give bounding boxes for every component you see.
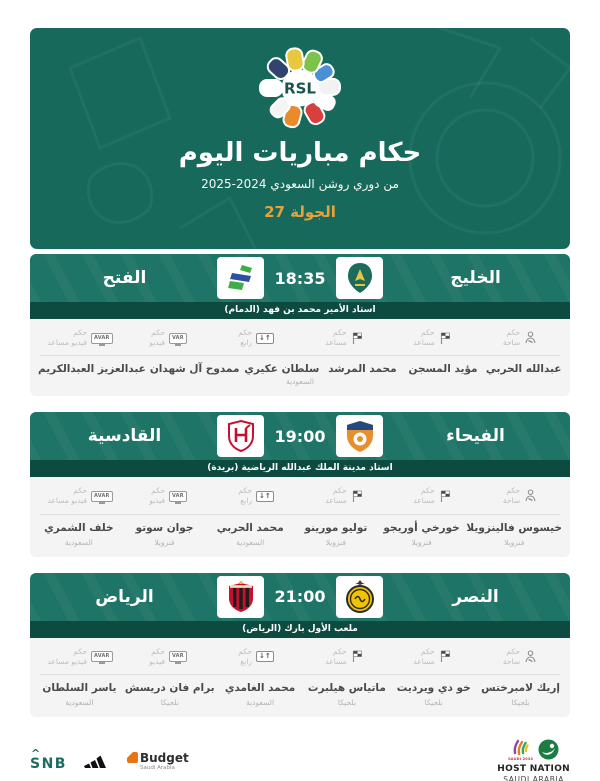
host-nation-text: HOST NATION — [497, 763, 570, 774]
role-assistant-referee-1: حكم مساعد — [388, 486, 476, 506]
away-team-name: الفتح — [102, 268, 147, 288]
footer-sponsors-bar — [30, 739, 570, 781]
sponsor-logos-group — [30, 751, 189, 772]
divider — [40, 355, 560, 356]
referee-person-icon — [524, 650, 537, 664]
nationality-label — [150, 379, 240, 388]
away-team-name: الرياض — [95, 586, 154, 607]
stadium-name: ملعب الأول بارك (الرياض) — [30, 621, 570, 638]
official-var: جوان سوتو فنزويلا — [122, 522, 208, 547]
match-card — [30, 254, 570, 396]
checkered-flag-icon — [351, 650, 363, 663]
budget-square-icon — [127, 752, 138, 763]
official-assistant-1: خو دي ويرديت بلجيكا — [390, 682, 477, 707]
nationality-label: فنزويلا — [325, 537, 346, 547]
officials-names-row — [36, 682, 564, 707]
avar-monitor-icon: AVAR — [91, 491, 113, 502]
referee-person-icon — [524, 489, 537, 503]
kickoff-time: 21:00 — [274, 587, 326, 606]
nationality-label: السعودية — [246, 697, 275, 707]
match-header-band — [30, 573, 570, 621]
official-assistant-2: محمد المرشد — [322, 363, 403, 388]
role-fourth-official: ↑↓ حكم رابع — [212, 486, 300, 506]
nationality-label: بلجيكا — [160, 697, 179, 707]
official-fourth: محمد الحربي السعودية — [207, 522, 293, 547]
role-assistant-referee-2: حكم مساعد — [300, 486, 388, 506]
nationality-label — [485, 379, 562, 388]
official-assistant-1: خورخي أوريجو فنزويلا — [379, 522, 465, 547]
adidas-logo — [84, 753, 110, 769]
kickoff-time: 18:35 — [274, 268, 326, 288]
rsl-logo-text: RSL — [284, 79, 316, 98]
avar-monitor-icon: AVAR — [91, 651, 113, 662]
role-var: VAR حكم فيديو — [124, 328, 212, 348]
nationality-label — [324, 379, 401, 388]
officials-roles-row — [36, 647, 564, 667]
budget-wordmark: Budget — [139, 750, 189, 765]
checkered-flag-icon — [351, 332, 363, 345]
role-assistant-referee-1: حكم مساعد — [388, 647, 476, 667]
checkered-flag-icon — [439, 650, 451, 663]
role-assistant-referee-2: حكم مساعد — [300, 328, 388, 348]
official-fourth: سلطان عكيري — [241, 363, 322, 388]
official-avar: عبدالعزيز العبدالكريم — [36, 363, 148, 388]
nationality-label: السعودية — [236, 537, 265, 547]
official-main-referee: إريك لامبرختس بلجيكا — [481, 681, 560, 707]
role-var: VAR حكم فيديو — [124, 486, 212, 506]
home-team-logo — [336, 576, 383, 618]
budget-logo — [127, 752, 189, 772]
official-fourth: محمد الغامدي السعودية — [217, 682, 304, 707]
role-avar: AVAR حكم فيديو مساعد — [36, 328, 124, 348]
match-card — [30, 412, 570, 556]
role-main-referee: حكم ساحة — [476, 486, 564, 506]
checkered-flag-icon — [439, 490, 451, 503]
away-team-name: القادسية — [87, 426, 162, 447]
official-var: ممدوح آل شهدان — [148, 363, 242, 388]
league-subtitle: من دوري روشن السعودي 2024-2025 — [201, 177, 399, 191]
official-avar: ياسر السلطان السعودية — [36, 682, 123, 707]
officials-roles-row — [36, 486, 564, 506]
role-assistant-referee-2: حكم مساعد — [300, 647, 388, 667]
role-avar: AVAR حكم فيديو مساعد — [36, 486, 124, 506]
officials-roles-row — [36, 328, 564, 348]
nationality-label: فنزويلا — [504, 537, 525, 547]
role-assistant-referee-1: حكم مساعد — [388, 328, 476, 348]
nationality-label: السعودية — [65, 697, 94, 707]
saudi-arabia-fa-logo — [538, 739, 559, 760]
role-main-referee: حكم ساحة — [476, 647, 564, 667]
stadium-name: استاد الأمير محمد بن فهد (الدمام) — [30, 302, 570, 319]
substitution-board-icon: ↑↓ — [256, 651, 274, 662]
divider — [40, 514, 560, 515]
header-banner — [30, 28, 570, 249]
match-cards-list — [0, 254, 600, 717]
host-nation-block — [497, 739, 570, 781]
away-team-logo — [217, 415, 264, 457]
referee-person-icon — [524, 331, 537, 345]
round-label: الجولة 27 — [264, 203, 336, 221]
officials-panel — [30, 638, 570, 717]
nationality-label: بلجيكا — [424, 697, 443, 707]
nationality-label — [38, 379, 146, 388]
official-assistant-2: توليو مورينو فنزويلا — [293, 522, 379, 547]
officials-panel — [30, 319, 570, 396]
official-main-referee: خيسوس فالينزويلا فنزويلا — [466, 521, 562, 547]
official-var: برام فان دريسش بلجيكا — [124, 681, 215, 707]
role-var: VAR حكم فيديو — [124, 647, 212, 667]
host-country-text: SAUDI ARABIA — [503, 774, 565, 781]
official-main-referee: عبدالله الحربي — [483, 363, 564, 388]
role-main-referee: حكم ساحة — [476, 328, 564, 348]
away-team-logo — [217, 576, 264, 618]
officials-names-row — [36, 522, 564, 547]
avar-monitor-icon: AVAR — [91, 333, 113, 344]
nationality-label: بلجيكا — [337, 697, 356, 707]
nationality-label — [405, 379, 482, 388]
divider — [40, 674, 560, 675]
rsl-league-logo — [250, 42, 350, 134]
role-avar: AVAR حكم فيديو مساعد — [36, 647, 124, 667]
home-team-name: الخليج — [450, 268, 501, 288]
nationality-label: فنزويلا — [154, 537, 175, 547]
saudi-2034-wordmark: SAUDI 2034 — [508, 756, 534, 761]
substitution-board-icon: ↑↓ — [256, 333, 274, 344]
snb-logo: ^ SNB — [30, 751, 67, 772]
checkered-flag-icon — [351, 490, 363, 503]
var-monitor-icon: VAR — [169, 651, 187, 662]
official-assistant-2: ماتياس هيلبرت بلجيكا — [303, 682, 390, 707]
home-team-logo — [336, 257, 383, 299]
match-card — [30, 573, 570, 717]
checkered-flag-icon — [439, 332, 451, 345]
substitution-board-icon: ↑↓ — [256, 491, 274, 502]
budget-subtext: Saudi Arabia — [139, 764, 175, 771]
kickoff-time: 19:00 — [274, 426, 326, 446]
var-monitor-icon: VAR — [169, 491, 187, 502]
official-avar: خلف الشمري السعودية — [36, 522, 122, 547]
home-team-name: الفيحاء — [446, 426, 505, 447]
role-fourth-official: ↑↓ حكم رابع — [212, 328, 300, 348]
nationality-label: فنزويلا — [411, 537, 432, 547]
nationality-label: بلجيكا — [511, 697, 530, 707]
role-fourth-official: ↑↓ حكم رابع — [212, 647, 300, 667]
away-team-logo — [217, 257, 264, 299]
stadium-name: استاد مدينة الملك عبدالله الرياضية (بريدة) — [30, 460, 570, 477]
official-assistant-1: مؤيد المسجن — [403, 363, 484, 388]
officials-panel — [30, 477, 570, 556]
shared-nationality-label: السعودية — [285, 377, 314, 387]
match-header-band — [30, 412, 570, 460]
page-title: حكام مباريات اليوم — [178, 138, 422, 168]
home-team-logo — [336, 415, 383, 457]
nationality-label: السعودية — [64, 537, 93, 547]
home-team-name: النصر — [452, 586, 499, 607]
var-monitor-icon: VAR — [169, 333, 187, 344]
match-header-band — [30, 254, 570, 302]
saudi-2034-bid-logo — [508, 739, 533, 761]
